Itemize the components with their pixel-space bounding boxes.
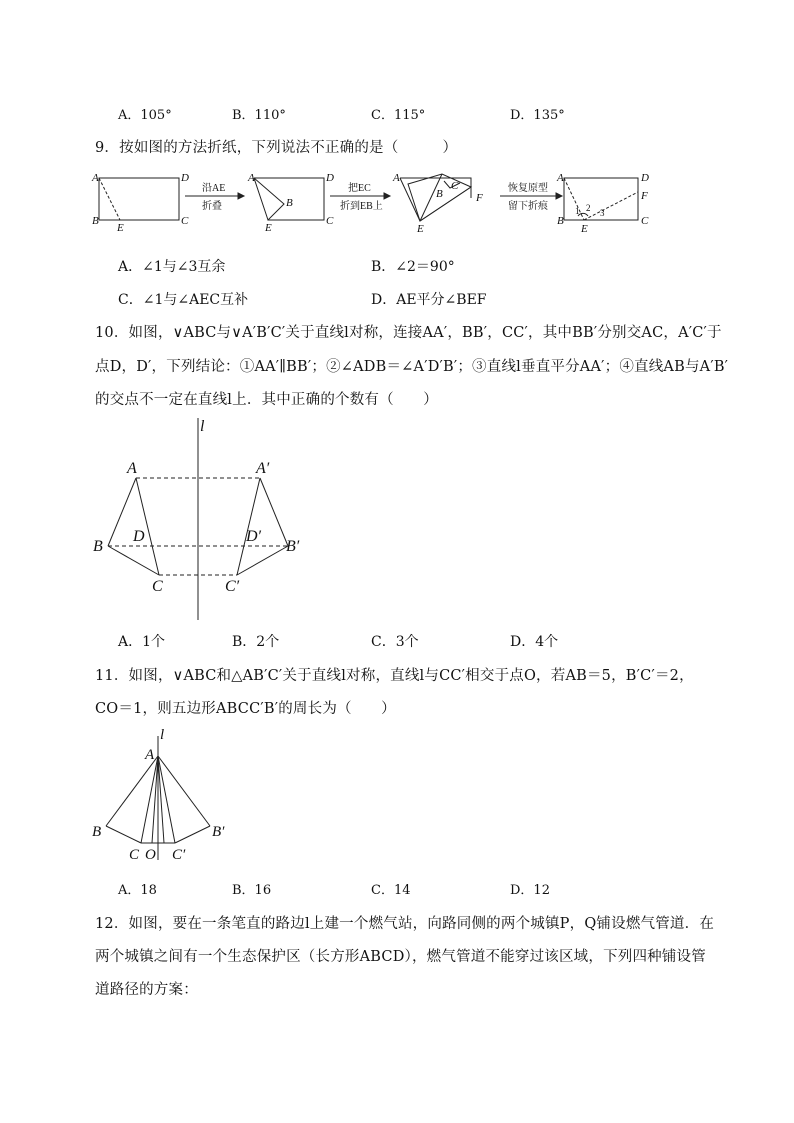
q10-label-l: l <box>200 418 205 435</box>
q10-label-c-prime: C′ <box>225 578 240 595</box>
q11-label-a: A <box>145 747 155 763</box>
q8-option-d: D．135° <box>510 108 565 123</box>
q11-label-b-prime: B′ <box>212 824 225 840</box>
q10-label-a-prime: A′ <box>256 460 270 477</box>
q11-line2: CO＝1，则五边形ABCC′B′的周长为（ ） <box>95 701 396 717</box>
svg-text:A: A <box>248 172 255 184</box>
q8-option-c: C．115° <box>371 108 426 123</box>
svg-text:D: D <box>181 172 189 184</box>
q11-label-b: B <box>92 824 102 840</box>
q9-option-b: B．∠2＝90° <box>371 259 455 275</box>
svg-text:C: C <box>326 215 334 227</box>
q12-line2: 两个城镇之间有一个生态保护区（长方形ABCD），燃气管道不能穿过该区域，下列四种铺设管 <box>95 949 706 965</box>
q10-label-a: A <box>127 460 137 477</box>
q10-line1: 10．如图，∨ABC与∨A′B′C′关于直线l对称，连接AA′，BB′，CC′，其中BB′分别交AC，A′C′于 <box>95 325 722 341</box>
q9-option-c: C．∠1与∠AEC互补 <box>118 292 249 308</box>
q10-symmetry-figure <box>88 415 318 625</box>
q10-label-d: D <box>133 528 145 545</box>
svg-text:C: C <box>181 215 189 227</box>
svg-text:D: D <box>641 172 649 184</box>
svg-text:2: 2 <box>586 203 591 213</box>
q10-option-a: A．1个 <box>118 634 166 650</box>
q11-label-l: l <box>160 727 165 743</box>
q9-step1-bot: 折叠 <box>202 201 222 212</box>
q12-line1: 12．如图，要在一条笔直的路边l上建一个燃气站，向路同侧的两个城镇P，Q铺设燃气管道．在 <box>95 916 715 932</box>
svg-text:A: A <box>393 172 400 184</box>
q9-option-d: D．AE平分∠BEF <box>371 292 487 308</box>
q11-label-c: C <box>129 847 140 863</box>
q10-line2: 点D，D′，下列结论：①AA′∥BB′；②∠ADB＝∠A′D′B′；③直线l垂直平分AA′；④直线AB与A′B′ <box>95 359 729 375</box>
svg-text:F: F <box>641 190 648 202</box>
q10-label-b-prime: B′ <box>286 538 300 555</box>
q11-option-d: D．12 <box>510 883 550 898</box>
svg-text:B: B <box>557 215 564 227</box>
svg-text:E: E <box>581 223 588 235</box>
svg-text:B: B <box>92 215 99 227</box>
q10-label-d-prime: D′ <box>246 528 262 545</box>
q11-option-c: C．14 <box>371 883 411 898</box>
q9-option-a: A．∠1与∠3互余 <box>118 259 226 275</box>
q12-line3: 道路径的方案： <box>95 982 198 998</box>
q11-label-o: O <box>145 847 156 863</box>
q9-step1-top: 沿AE <box>202 183 226 194</box>
q10-option-d: D．4个 <box>510 634 559 650</box>
q10-label-b: B <box>93 538 103 555</box>
svg-text:E: E <box>417 223 424 235</box>
svg-text:E: E <box>265 222 272 234</box>
q10-label-c: C <box>152 578 163 595</box>
q9-step2-bot: 折到EB上 <box>340 201 383 212</box>
q9-step3-bot: 留下折痕 <box>508 201 548 212</box>
svg-text:C: C <box>641 215 649 227</box>
svg-text:F: F <box>476 192 483 204</box>
q8-option-b: B．110° <box>232 108 286 123</box>
svg-text:B: B <box>436 188 443 200</box>
q11-symmetry-figure <box>88 726 248 866</box>
q11-label-c-prime: C′ <box>172 847 186 863</box>
q10-option-c: C．3个 <box>371 634 419 650</box>
q11-option-a: A．18 <box>118 883 157 898</box>
q8-option-a: A．105° <box>118 108 172 123</box>
q10-line3: 的交点不一定在直线l上．其中正确的个数有（ ） <box>95 392 438 408</box>
q11-option-b: B．16 <box>232 883 272 898</box>
q9-step2-top: 把EC <box>348 183 371 194</box>
q9-step3-top: 恢复原型 <box>508 183 548 194</box>
svg-text:D: D <box>326 172 334 184</box>
svg-text:B: B <box>286 197 293 209</box>
svg-text:3: 3 <box>600 208 605 218</box>
svg-text:E: E <box>117 222 124 234</box>
q11-line1: 11．如图，∨ABC和△AB′C′关于直线l对称，直线l与CC′相交于点O，若AB＝5，B′C′＝2， <box>95 668 694 684</box>
q9-stem: 9．按如图的方法折纸，下列说法不正确的是（ ） <box>95 140 458 156</box>
q10-option-b: B．2个 <box>232 634 280 650</box>
svg-text:C: C <box>451 180 459 192</box>
svg-text:A: A <box>92 172 99 184</box>
svg-text:1: 1 <box>575 206 580 216</box>
svg-text:A: A <box>557 172 564 184</box>
q9-folding-figure <box>90 166 660 236</box>
